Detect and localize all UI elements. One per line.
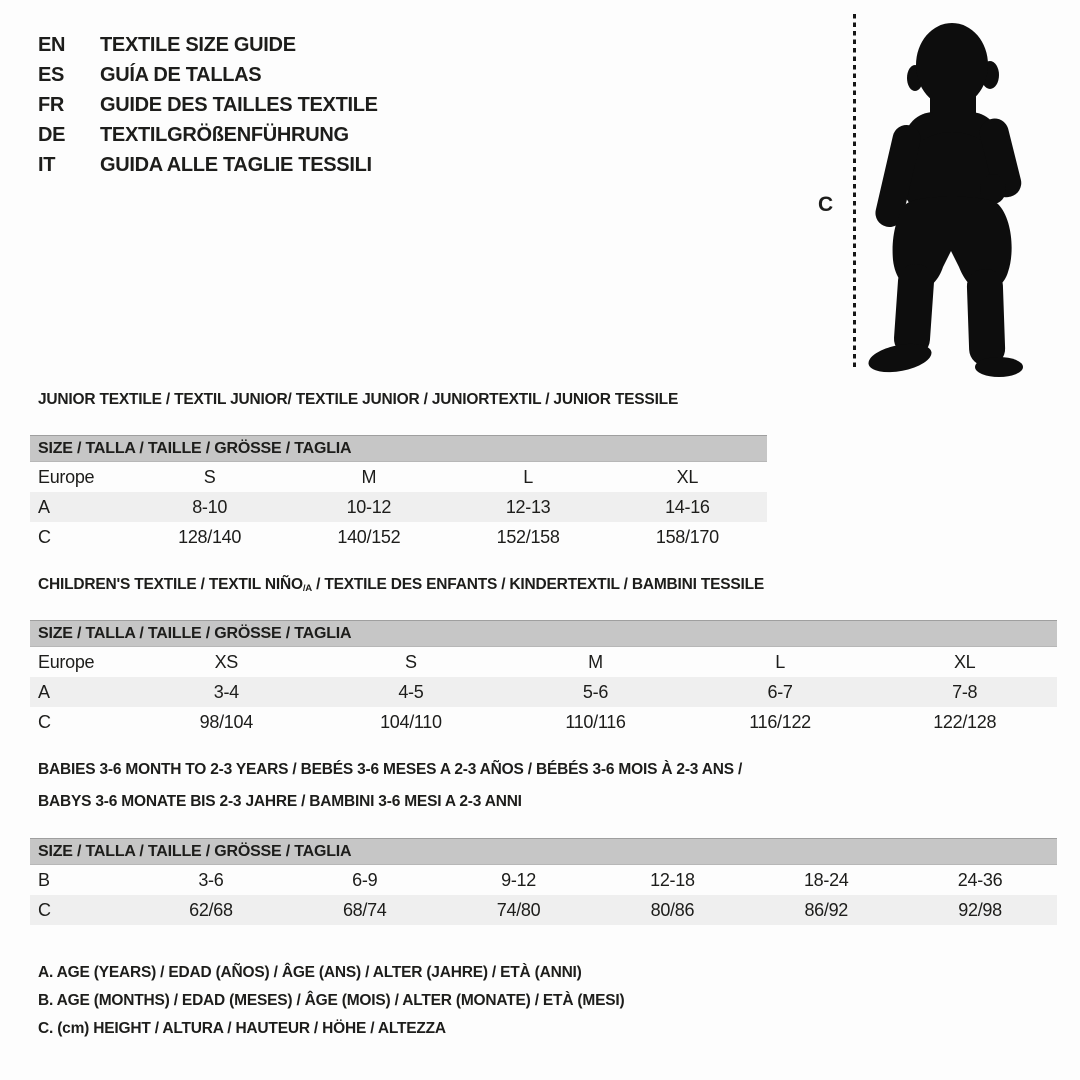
lang-code: EN [38, 33, 66, 56]
row-label: A [38, 681, 50, 702]
height-cell: 74/80 [496, 899, 541, 920]
babies-section-heading-line1: BABIES 3-6 MONTH TO 2-3 YEARS / BEBÉS 3-6 MESES A 2-3 AÑOS / BÉBÉS 3-6 MOIS À 2-3 ANS / [38, 761, 743, 778]
age-cell: 3-4 [213, 681, 239, 702]
lang-row-it [38, 150, 378, 180]
table-row [30, 707, 1057, 737]
row-label: Europe [38, 466, 95, 487]
table-row [30, 492, 767, 522]
size-cell: S [203, 466, 216, 487]
table-row [30, 865, 1057, 895]
row-label: C [38, 899, 51, 920]
age-cell: 10-12 [346, 496, 392, 517]
row-label: C [38, 526, 51, 547]
children-size-table [30, 620, 1057, 737]
months-cell: 3-6 [198, 869, 224, 890]
height-cell: 86/92 [804, 899, 848, 920]
heading-subscript: /A [302, 583, 313, 595]
months-cell: 12-18 [650, 869, 695, 890]
height-cell: 116/122 [749, 711, 811, 732]
age-cell: 5-6 [582, 681, 609, 702]
size-header-bar: SIZE / TALLA / TAILLE / GRÖSSE / TAGLIA [30, 435, 767, 462]
months-cell: 9-12 [501, 869, 536, 890]
heading-text: / TEXTILE DES ENFANTS / KINDERTEXTIL / BAMBINI TESSILE [312, 576, 765, 593]
lang-title: TEXTILGRÖßENFÜHRUNG [100, 123, 349, 146]
size-header-bar: SIZE / TALLA / TAILLE / GRÖSSE / TAGLIA [30, 620, 1057, 647]
age-cell: 4-5 [398, 681, 424, 702]
lang-row-en [38, 30, 378, 60]
table-row [30, 647, 1057, 677]
heading-text: CHILDREN'S TEXTILE / TEXTIL NIÑO [38, 576, 303, 593]
lang-title: GUIDE DES TAILLES TEXTILE [100, 93, 378, 116]
size-header-bar: SIZE / TALLA / TAILLE / GRÖSSE / TAGLIA [30, 838, 1057, 865]
height-cell: 92/98 [958, 899, 1002, 920]
lang-row-es [38, 60, 378, 90]
months-cell: 6-9 [352, 869, 378, 890]
lang-title: GUIDA ALLE TAGLIE TESSILI [100, 153, 372, 176]
babies-size-table [30, 838, 1057, 925]
lang-code: FR [38, 93, 65, 116]
size-cell: L [523, 466, 533, 487]
table-row [30, 895, 1057, 925]
height-measure-label: C [818, 193, 834, 216]
height-measure-line [853, 14, 856, 371]
legend-line-a: A. AGE (YEARS) / EDAD (AÑOS) / ÂGE (ANS) / ALTER (JAHRE) / ETÀ (ANNI) [38, 964, 582, 981]
junior-size-table [30, 435, 767, 552]
row-label: Europe [38, 651, 95, 672]
age-cell: 8-10 [192, 496, 228, 517]
table-row [30, 522, 767, 552]
lang-title: GUÍA DE TALLAS [100, 63, 262, 86]
lang-code: DE [38, 123, 66, 146]
age-cell: 7-8 [952, 681, 978, 702]
height-cell: 128/140 [178, 526, 242, 547]
height-cell: 98/104 [199, 711, 253, 732]
height-cell: 140/152 [337, 526, 401, 547]
size-cell: L [775, 651, 785, 672]
junior-section-heading: JUNIOR TEXTILE / TEXTIL JUNIOR/ TEXTILE JUNIOR / JUNIORTEXTIL / JUNIOR TESSILE [38, 391, 679, 408]
months-cell: 18-24 [803, 869, 849, 890]
size-cell: XS [214, 651, 238, 672]
lang-code: IT [38, 153, 56, 176]
babies-section-heading-line2: BABYS 3-6 MONATE BIS 2-3 JAHRE / BAMBINI 3-6 MESI A 2-3 ANNI [38, 793, 522, 810]
legend-line-b: B. AGE (MONTHS) / EDAD (MESES) / ÂGE (MOIS) / ALTER (MONATE) / ETÀ (MESI) [38, 992, 625, 1009]
size-cell: M [588, 651, 603, 672]
size-cell: M [361, 466, 377, 487]
size-cell: XL [676, 466, 699, 487]
legend-line-c: C. (cm) HEIGHT / ALTURA / HAUTEUR / HÖHE / ALTEZZA [38, 1020, 446, 1037]
size-cell: XL [953, 651, 976, 672]
row-label: A [38, 496, 50, 517]
lang-code: ES [38, 63, 65, 86]
age-cell: 12-13 [505, 496, 551, 517]
children-section-heading [38, 576, 764, 594]
age-cell: 14-16 [665, 496, 710, 517]
row-label: C [38, 711, 51, 732]
lang-row-de [38, 120, 378, 150]
size-cell: S [405, 651, 417, 672]
height-cell: 110/116 [565, 711, 626, 732]
language-title-list [38, 30, 378, 180]
measurement-legend [38, 959, 624, 1043]
age-cell: 6-7 [767, 681, 793, 702]
lang-row-fr [38, 90, 378, 120]
height-cell: 68/74 [342, 899, 387, 920]
lang-title: TEXTILE SIZE GUIDE [100, 33, 296, 56]
table-row [30, 677, 1057, 707]
toddler-silhouette-icon [858, 6, 1044, 378]
height-cell: 152/158 [496, 526, 560, 547]
height-cell: 158/170 [655, 526, 719, 547]
height-cell: 122/128 [933, 711, 997, 732]
height-cell: 80/86 [650, 899, 695, 920]
months-cell: 24-36 [957, 869, 1003, 890]
height-cell: 62/68 [189, 899, 233, 920]
table-row [30, 462, 767, 492]
row-label: B [38, 869, 50, 890]
height-cell: 104/110 [380, 711, 442, 732]
